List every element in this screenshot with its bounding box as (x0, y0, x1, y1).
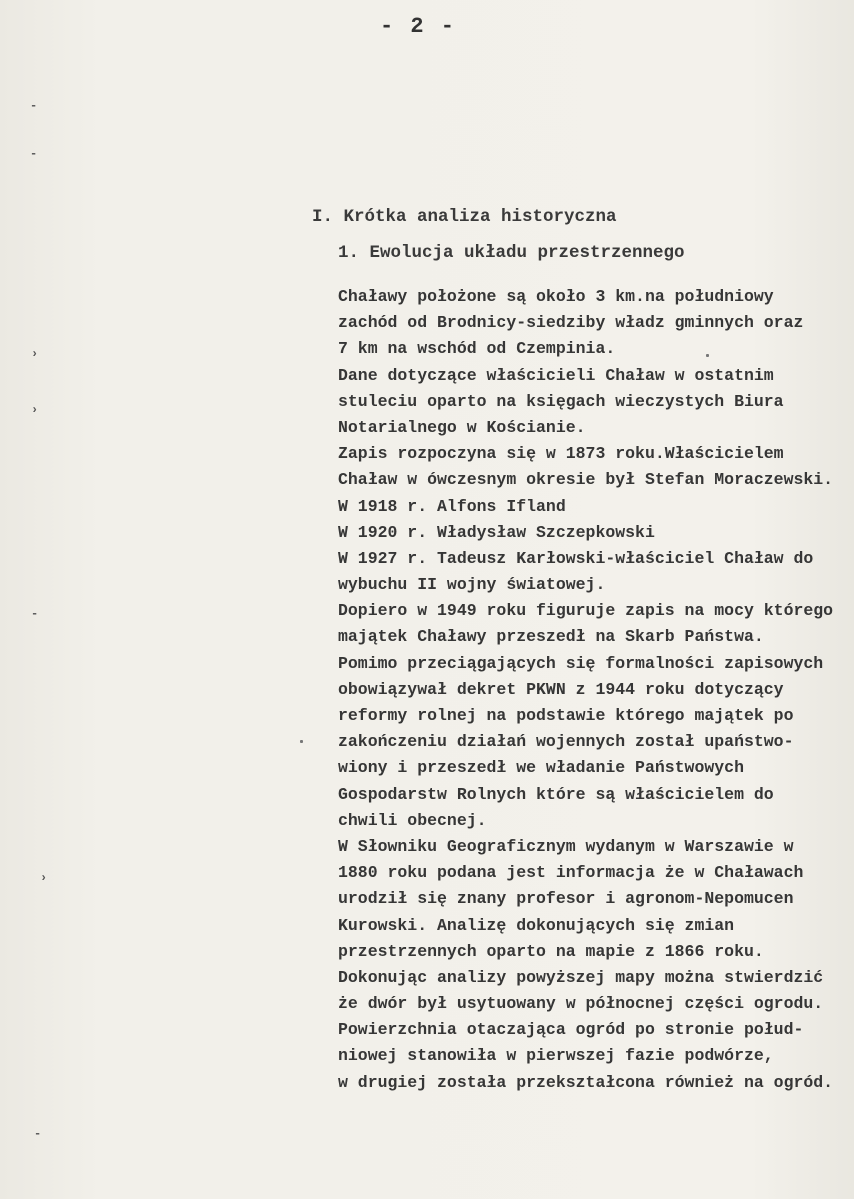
text-line: niowej stanowiła w pierwszej fazie podwórze, (338, 1046, 774, 1066)
margin-mark: - (30, 99, 38, 113)
text-line: urodził się znany profesor i agronom-Nepomucen (338, 889, 794, 909)
text-line: Dokonując analizy powyższej mapy można stwierdzić (338, 967, 824, 987)
margin-mark: › (40, 871, 48, 885)
text-line: wybuchu II wojny światowej. (338, 575, 606, 595)
text-line: obowiązywał dekret PKWN z 1944 roku dotyczący (338, 679, 784, 699)
text-line: Kurowski. Analizę dokonujących się zmian (338, 915, 735, 935)
text-line: 7 km na wschód od Czempinia. (338, 339, 616, 359)
text-line: przestrzennych oparto na mapie z 1866 roku. (338, 941, 764, 961)
text-line: majątek Chaławy przeszedł na Skarb Państwa. (338, 627, 764, 647)
text-line: Notarialnego w Kościanie. (338, 417, 586, 437)
text-line: wiony i przeszedł we władanie Państwowych (338, 758, 744, 778)
text-line: W 1918 r. Alfons Ifland (338, 496, 566, 516)
page-number: - 2 - (379, 14, 456, 39)
text-line: Dopiero w 1949 roku figuruje zapis na mocy którego (338, 601, 834, 621)
text-line: Dane dotyczące właścicieli Chaław w ostatnim (338, 365, 774, 385)
text-line: 1880 roku podana jest informacja że w Chaławach (338, 863, 804, 883)
text-line: stuleciu oparto na księgach wieczystych Biura (338, 391, 784, 411)
text-line: Powierzchnia otaczająca ogród po stronie połud- (338, 1020, 804, 1040)
text-line: W 1920 r. Władysław Szczepkowski (338, 522, 655, 542)
text-line: Gospodarstw Rolnych które są właścicielem do (338, 784, 774, 804)
text-line: chwili obecnej. (338, 810, 487, 830)
text-line: Zapis rozpoczyna się w 1873 roku.Właścicielem (338, 444, 784, 464)
text-line: Chaławy położone są około 3 km.na południowy (338, 287, 774, 306)
text-line: w drugiej została przekształcona również na ogród. (338, 1072, 834, 1092)
text-line: reformy rolnej na podstawie którego majątek po (338, 706, 794, 725)
text-line: że dwór był usytuowany w północnej części ogrodu. (338, 994, 824, 1014)
margin-mark: - (31, 607, 39, 621)
subsection-title: 1. Ewolucja układu przestrzennego (338, 243, 685, 263)
text-line: Chaław w ówczesnym okresie był Stefan Moraczewski. (338, 470, 834, 490)
section-title: I. Krótka analiza historyczna (312, 207, 617, 227)
text-line: W 1927 r. Tadeusz Karłowski-właściciel Chaław do (338, 548, 814, 568)
body-text (338, 284, 850, 1096)
margin-mark: › (31, 403, 39, 417)
text-line: zachód od Brodnicy-siedziby władz gminnych oraz (338, 313, 804, 333)
margin-mark: - (30, 147, 38, 161)
text-line: W Słowniku Geograficznym wydanym w Warszawie w (338, 836, 794, 856)
text-line: zakończeniu działań wojennych został upaństwo- (338, 732, 794, 752)
margin-mark: - (34, 1127, 42, 1141)
text-line: Pomimo przeciągających się formalności zapisowych (338, 653, 824, 673)
margin-mark: › (31, 347, 39, 361)
margin-dot (300, 740, 303, 743)
